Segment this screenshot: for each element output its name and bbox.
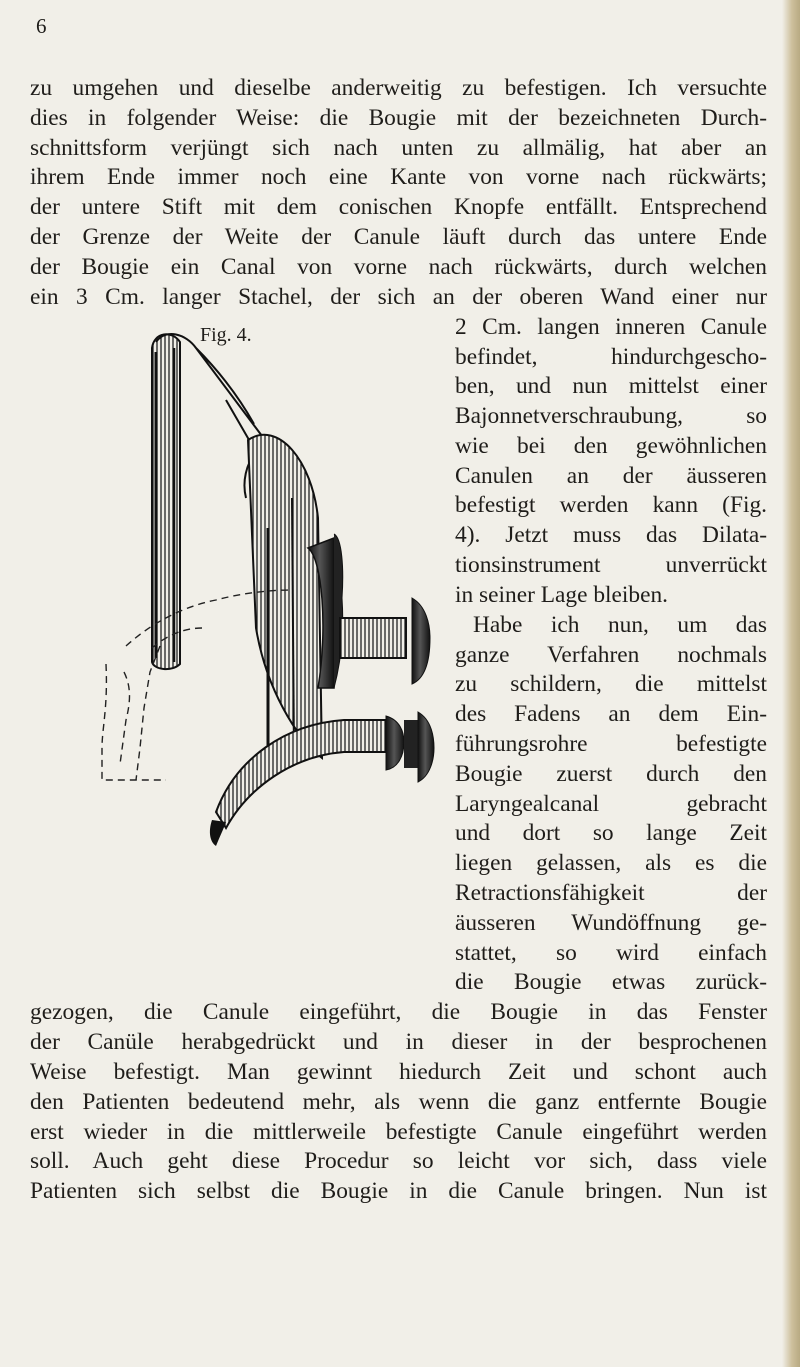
figure-label: Fig. 4. bbox=[200, 324, 252, 346]
outer-tube bbox=[210, 712, 434, 846]
text-line: die Bougie etwas zurück- bbox=[455, 969, 767, 995]
cannula-body bbox=[248, 435, 322, 758]
text-line: Bajonnetverschraubung, so bbox=[455, 403, 767, 429]
text-line: der Bougie ein Canal von vorne nach rückwärts, durch welchen bbox=[30, 254, 767, 280]
text-line: führungsrohre befestigte bbox=[455, 731, 767, 757]
text-line: und dort so lange Zeit bbox=[455, 820, 767, 846]
text-line: 4). Jetzt muss das Dilata- bbox=[455, 522, 767, 548]
page-number: 6 bbox=[36, 14, 47, 38]
text-line: 2 Cm. langen inneren Canule bbox=[455, 314, 767, 340]
text-line: liegen gelassen, als es die bbox=[455, 850, 767, 876]
text-line: äusseren Wundöffnung ge- bbox=[455, 910, 767, 936]
text-line: zu umgehen und dieselbe anderweitig zu befestigen. Ich versuchte bbox=[30, 75, 767, 101]
text-line: Laryngealcanal gebracht bbox=[455, 791, 767, 817]
text-line: der untere Stift mit dem conischen Knopfe entfällt. Entsprechend bbox=[30, 194, 767, 220]
page-edge-shadow bbox=[782, 0, 800, 1367]
text-line: ihrem Ende immer noch eine Kante von vorne nach rückwärts; bbox=[30, 164, 767, 190]
cannula-shield bbox=[308, 534, 430, 688]
text-line: Habe ich nun, um das bbox=[473, 612, 767, 638]
text-line: ganze Verfahren nochmals bbox=[455, 642, 767, 668]
text-line: Retractionsfähigkeit der bbox=[455, 880, 767, 906]
cannula-illustration bbox=[96, 328, 466, 858]
text-line: befestigt werden kann (Fig. bbox=[455, 492, 767, 518]
text-line: in seiner Lage bleiben. bbox=[455, 582, 669, 608]
text-line: befindet, hindurchgescho- bbox=[455, 344, 767, 370]
text-line: den Patienten bedeutend mehr, als wenn die ganz entfernte Bougie bbox=[30, 1089, 767, 1115]
text-line: ein 3 Cm. langer Stachel, der sich an der oberen Wand einer nur bbox=[30, 284, 767, 310]
text-line: dies in folgender Weise: die Bougie mit der bezeichneten Durch- bbox=[30, 105, 767, 131]
text-line: stattet, so wird einfach bbox=[455, 940, 767, 966]
text-line: zu schildern, die mittelst bbox=[455, 671, 767, 697]
text-line: gezogen, die Canule eingeführt, die Bougie in das Fenster bbox=[30, 999, 767, 1025]
text-line: erst wieder in die mittlerweile befestigte Canule eingeführt werden bbox=[30, 1119, 767, 1145]
text-line: wie bei den gewöhnlichen bbox=[455, 433, 767, 459]
text-line: schnittsform verjüngt sich nach unten zu allmälig, hat aber an bbox=[30, 135, 767, 161]
text-line: der Grenze der Weite der Canule läuft durch das untere Ende bbox=[30, 224, 767, 250]
text-line: tionsinstrument unverrückt bbox=[455, 552, 767, 578]
text-line: Patienten sich selbst die Bougie in die Canule bringen. Nun ist bbox=[30, 1178, 767, 1204]
bougie-shaft bbox=[152, 334, 180, 669]
text-line: Bougie zuerst durch den bbox=[455, 761, 767, 787]
text-line: der Canüle herabgedrückt und in dieser in der besprochenen bbox=[30, 1029, 767, 1055]
text-line: soll. Auch geht diese Procedur so leicht vor sich, dass viele bbox=[30, 1148, 767, 1174]
text-line: ben, und nun mittelst einer bbox=[455, 373, 767, 399]
text-line: Weise befestigt. Man gewinnt hiedurch Zeit und schont auch bbox=[30, 1059, 767, 1085]
text-line: des Fadens an dem Ein- bbox=[455, 701, 767, 727]
text-line: Canulen an der äusseren bbox=[455, 463, 767, 489]
